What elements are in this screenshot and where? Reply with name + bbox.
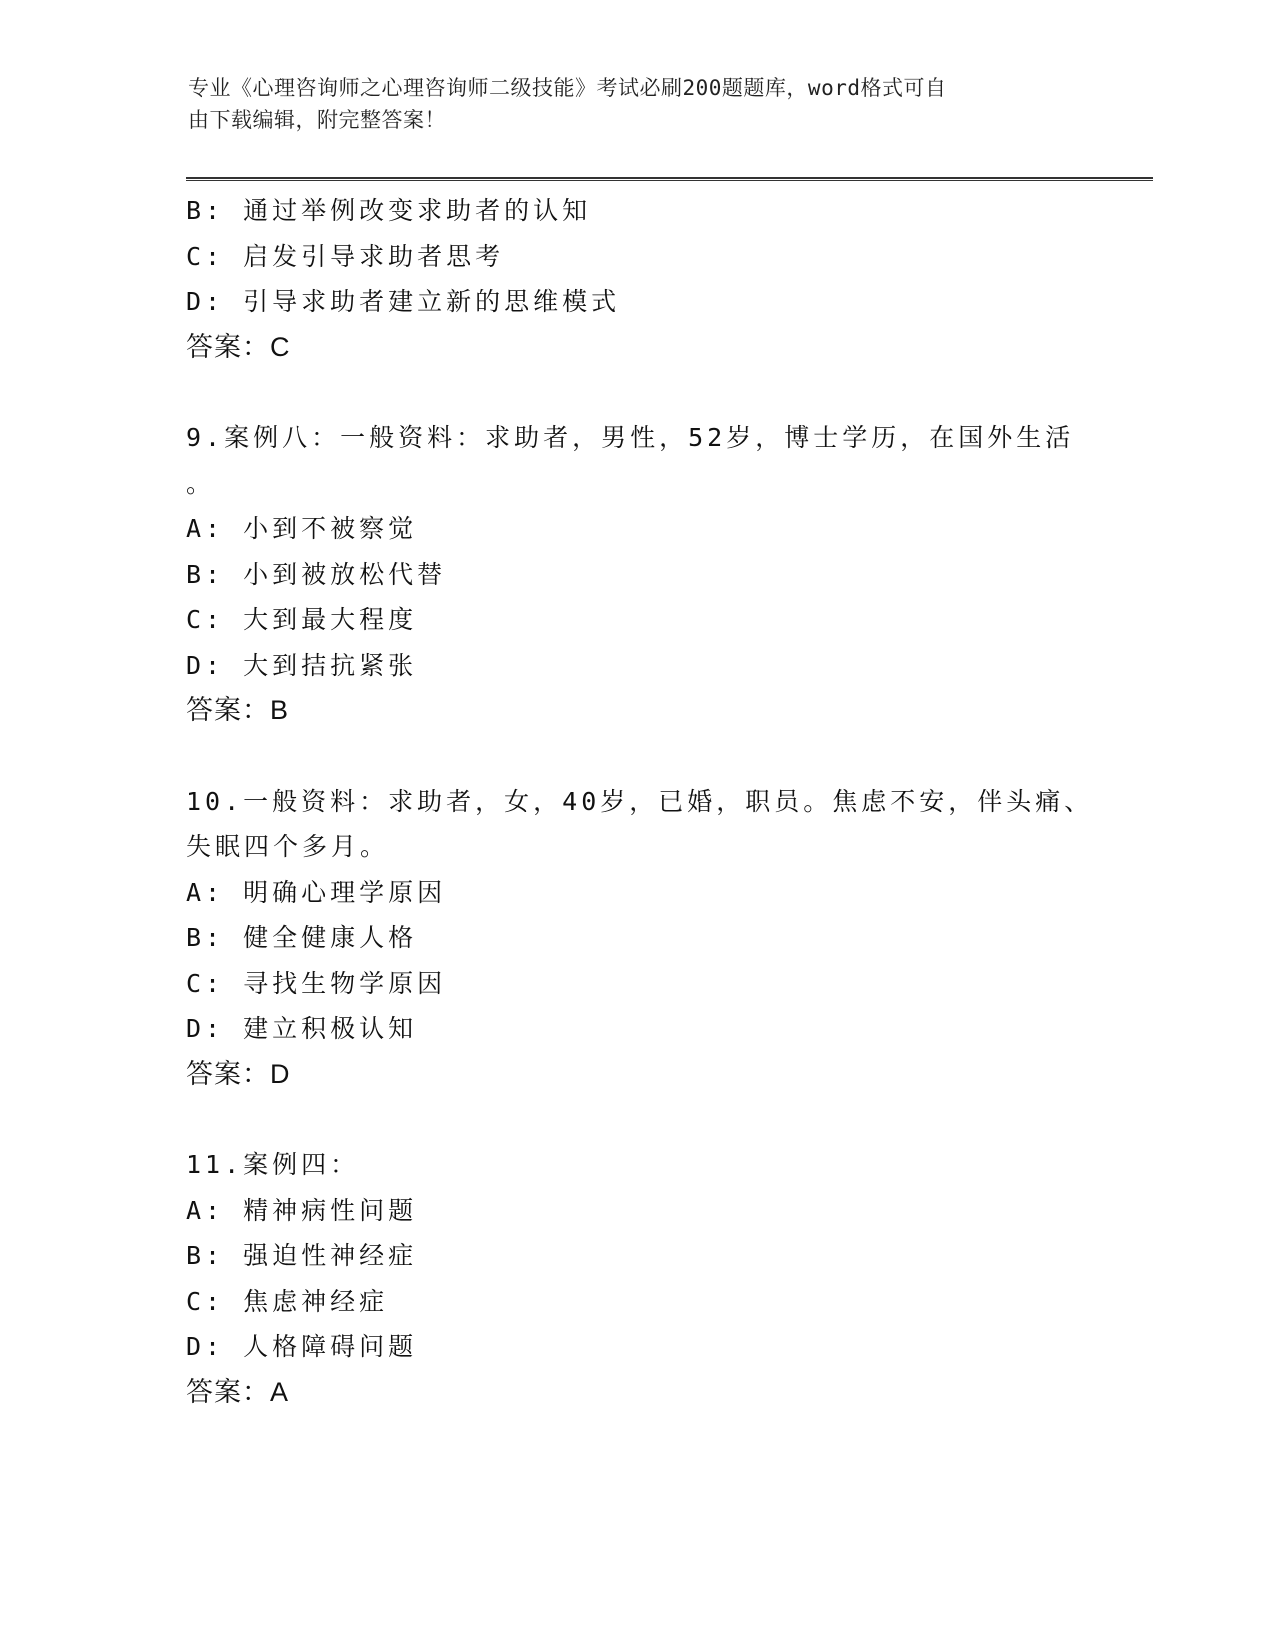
option-a: A: 精神病性问题 (186, 1195, 418, 1225)
option-d: D: 大到拮抗紧张 (186, 650, 418, 680)
answer-label: 答案：C (186, 331, 291, 362)
document-header (188, 72, 1068, 136)
option-a: A: 明确心理学原因 (186, 877, 447, 907)
option-d: D: 人格障碍问题 (186, 1332, 418, 1361)
question-8-tail (186, 188, 1086, 370)
option-b: B: 小到被放松代替 (186, 559, 447, 589)
question-stem-continued: 失眠四个多月。 (186, 832, 390, 861)
answer-label: 答案：D (186, 1058, 291, 1089)
option-b: B: 健全健康人格 (186, 923, 418, 952)
question-stem: 11.案例四： (186, 1150, 360, 1179)
header-divider (186, 177, 1153, 181)
question-stem: 9.案例八：一般资料：求助者，男性，52岁，博士学历，在国外生活 (186, 423, 1075, 452)
question-list (186, 188, 1094, 1415)
header-line-2: 由下载编辑，附完整答案！ (188, 108, 446, 132)
option-d: D: 引导求助者建立新的思维模式 (186, 287, 621, 316)
option-c: C: 寻找生物学原因 (186, 968, 447, 998)
option-c: C: 大到最大程度 (186, 605, 418, 634)
question-stem-continued: 。 (186, 468, 216, 498)
header-line-1: 专业《心理咨询师之心理咨询师二级技能》考试必刷200题题库，word格式可自 (188, 76, 947, 100)
question-9 (186, 415, 1086, 734)
option-b: B: 通过举例改变求助者的认知 (186, 196, 592, 225)
answer-label: 答案：A (186, 1376, 290, 1407)
question-stem: 10.一般资料：求助者，女，40岁，已婚，职员。焦虑不安，伴头痛、 (186, 786, 1094, 816)
option-a: A: 小到不被察觉 (186, 514, 418, 543)
question-10 (186, 779, 1094, 1098)
option-c: C: 焦虑神经症 (186, 1286, 389, 1316)
question-11 (186, 1142, 1086, 1415)
option-b: B: 强迫性神经症 (186, 1241, 418, 1270)
answer-label: 答案：B (186, 695, 290, 725)
option-c: C: 启发引导求助者思考 (186, 241, 505, 271)
option-d: D: 建立积极认知 (186, 1014, 418, 1043)
